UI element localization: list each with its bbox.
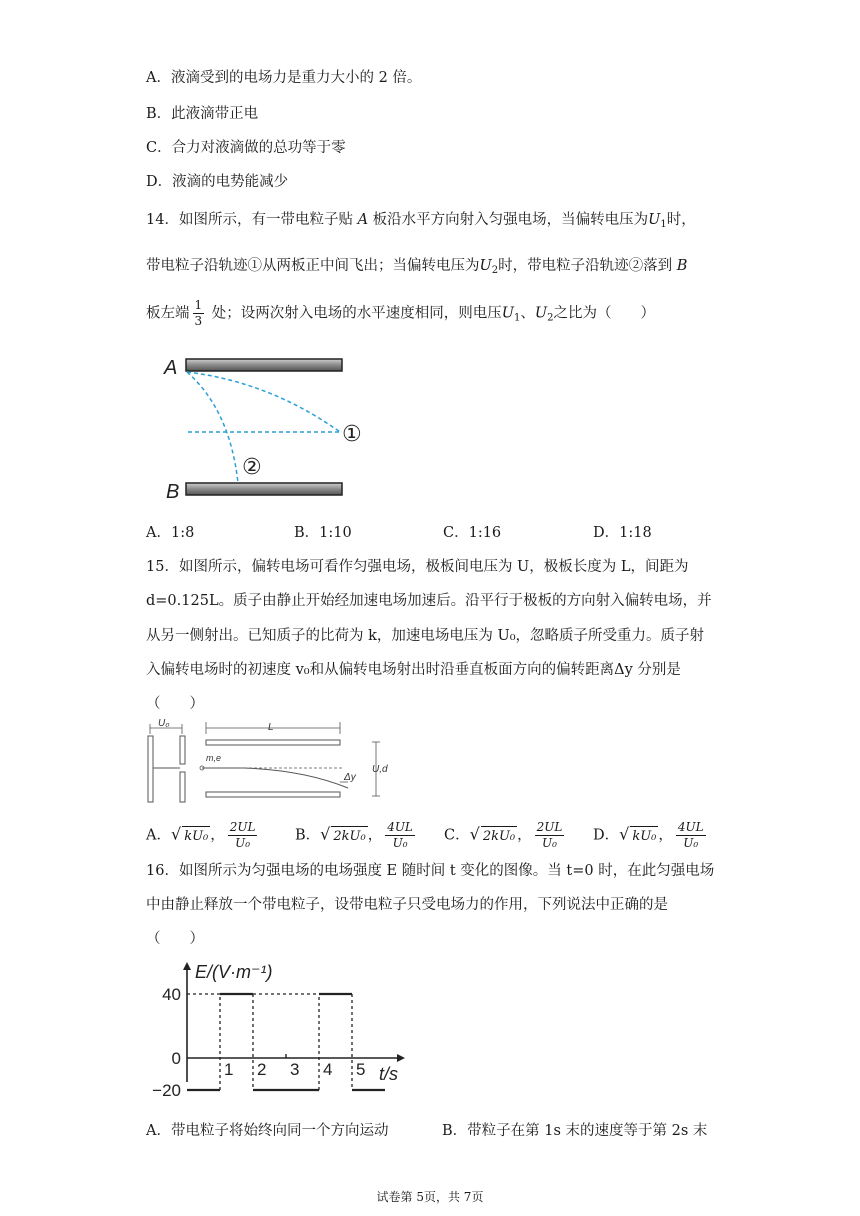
q15-stem-line1: 15．如图所示，偏转电场可看作匀强电场，极板间电压为 U，极板长度为 L，间距为	[146, 559, 689, 575]
deflect-plate-top	[206, 740, 340, 745]
q14-stem-line3: 板左端 $\frac{1}{3}$ 处；设两次射入电场的水平速度相同，则电压$U_1$、$U_2$之比为（ ）	[146, 298, 655, 328]
proton-path	[202, 768, 348, 788]
q15-stem-line4: 入偏转电场时的初速度 v₀和从偏转电场射出时沿垂直板面方向的偏转距离Δy 分别是	[146, 662, 681, 678]
deflect-plate-bottom	[206, 792, 340, 797]
q16-stem-line3: （ ）	[146, 931, 204, 947]
q14-plate-diagram	[160, 350, 380, 510]
label-plate-a: A	[164, 357, 178, 379]
q15-stem-line3: 从另一侧射出。已知质子的比荷为 k，加速电场电压为 U₀，忽略质子所受重力。质子射	[146, 628, 705, 644]
q16-stem-line2: 中由静止释放一个带电粒子，设带电粒子只受电场力的作用，下列说法中正确的是	[146, 897, 668, 913]
q16-e-t-chart	[140, 958, 410, 1100]
q16-option-b: B．带粒子在第 1s 末的速度等于第 2s 末	[442, 1123, 708, 1139]
q15-stem-line2: d=0.125L。质子由静止开始经加速电场加速后。沿平行于极板的方向射入偏转电场，并	[146, 593, 712, 609]
x-tick-label: 3	[290, 1060, 300, 1079]
x-tick-label: 5	[356, 1060, 366, 1079]
q14-option-d: D．1:18	[593, 525, 652, 541]
accel-plate-left	[148, 736, 153, 802]
accel-plate-right-bottom	[180, 772, 185, 802]
q14-option-a: A．1:8	[146, 525, 195, 541]
trajectory-2	[187, 372, 238, 483]
q13-option-a: A．液滴受到的电场力是重力大小的 2 倍。	[146, 70, 422, 86]
y-tick-label: −20	[152, 1081, 181, 1100]
q13-option-c: C．合力对液滴做的总功等于零	[146, 140, 346, 156]
x-axis-arrow	[397, 1054, 405, 1062]
y-tick-label: 0	[171, 1049, 181, 1068]
label-length: L	[268, 722, 274, 733]
q16-option-a: A．带电粒子将始终向同一个方向运动	[146, 1123, 389, 1139]
q14-stem-line1: 14．如图所示，有一带电粒子贴 A 板沿水平方向射入匀强电场，当偏转电压为$U_1$时，	[146, 212, 696, 230]
q13-option-b: B．此液滴带正电	[146, 106, 259, 122]
q15-option-b: B．√ 2kU₀ ， $\frac{4UL}{\text{U₀}}$	[295, 820, 413, 850]
label-u-d: U,d	[372, 764, 388, 775]
q14-stem-line2: 带电粒子沿轨迹①从两板正中间飞出；当偏转电压为$U_2$时，带电粒子沿轨迹②落到 B	[146, 258, 688, 276]
accel-plate-right-top	[180, 736, 185, 764]
trajectory-1	[187, 372, 340, 432]
q13-option-d: D．液滴的电势能减少	[146, 174, 289, 190]
q14-option-b: B．1:10	[294, 525, 352, 541]
x-tick-label: 2	[257, 1060, 267, 1079]
q14-option-c: C．1:16	[443, 525, 502, 541]
fraction-one-third: $\frac{1}{3}$	[194, 298, 203, 328]
y-axis-arrow	[183, 962, 191, 970]
plate-b	[186, 483, 342, 495]
label-trajectory-1: ①	[342, 421, 362, 446]
q15-option-a: A．√ kU₀ ， $\frac{2UL}{\text{U₀}}$	[146, 820, 256, 850]
label-plate-b: B	[166, 481, 180, 503]
q16-stem-line1: 16．如图所示为匀强电场的电场强度 E 随时间 t 变化的图像。当 t=0 时，在此匀强电场	[146, 863, 715, 879]
page-footer: 试卷第 5页，共 7页	[376, 1190, 484, 1204]
y-axis-label: E/(V·m⁻¹)	[195, 962, 273, 982]
x-axis-label: t/s	[379, 1064, 399, 1084]
y-tick-label: 40	[162, 985, 181, 1004]
label-trajectory-2: ②	[242, 454, 262, 479]
label-particle: m,e	[206, 753, 222, 763]
q15-option-d: D．√ kU₀ ， $\frac{4UL}{\text{U₀}}$	[593, 820, 704, 850]
label-u0: U₀	[158, 718, 170, 729]
plate-a	[186, 359, 342, 371]
x-tick-label: 4	[323, 1060, 333, 1079]
label-deflection: Δy	[344, 772, 356, 783]
x-tick-label: 1	[224, 1060, 234, 1079]
q15-stem-line5: （ ）	[146, 696, 204, 712]
q15-option-c: C．√ 2kU₀ ， $\frac{2UL}{\text{U₀}}$	[444, 820, 563, 850]
q15-accelerator-diagram	[144, 716, 404, 808]
